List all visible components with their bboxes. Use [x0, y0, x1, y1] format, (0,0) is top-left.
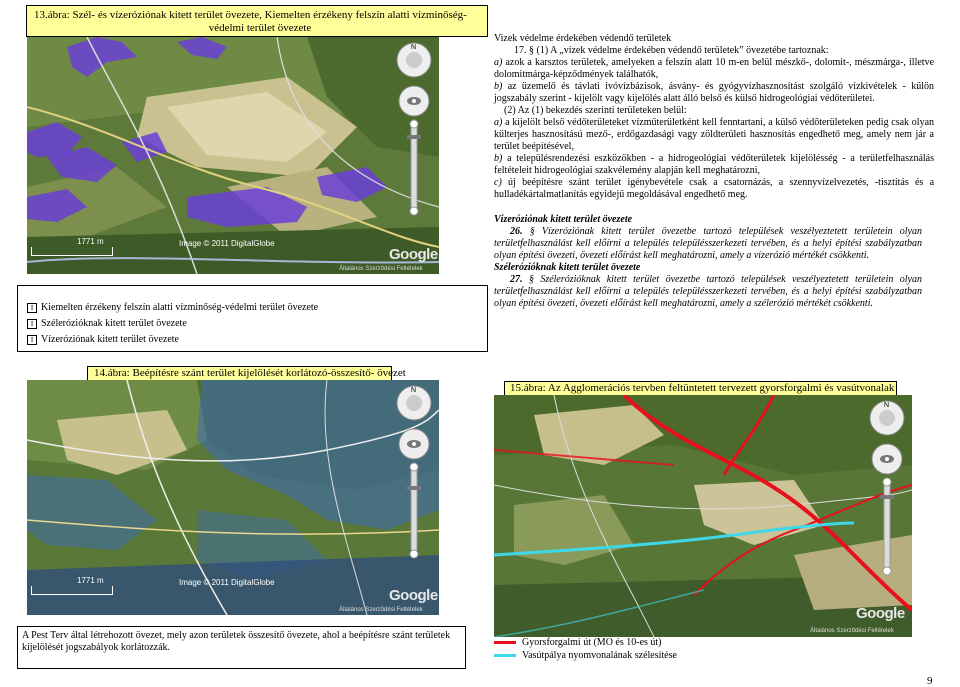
- fig14-description: A Pest Terv által létrehozott övezet, mely azon területek összesítő övezete, ahol a beépítésre szánt területek kijelölését jogszabályok korlátozzák.: [22, 630, 451, 653]
- compass-icon[interactable]: [866, 397, 908, 579]
- erosion-text-block: [494, 214, 922, 310]
- legend-item-wind-erosion: I Szélerózióknak kitett terület övezete: [27, 318, 187, 330]
- right-text-block: [494, 33, 934, 201]
- svg-text:N: N: [411, 387, 417, 394]
- svg-text:N: N: [884, 402, 890, 409]
- fig15-terms-link[interactable]: Általános Szerződési Feltételek: [810, 628, 894, 634]
- fig14-google-logo: Google: [389, 587, 438, 604]
- fig14-map-controls[interactable]: [393, 382, 435, 562]
- legend-swatch: I: [27, 335, 37, 345]
- paragraph-2: (2) Az (1) bekezdés szerinti területeken belül:: [504, 105, 687, 116]
- compass-icon[interactable]: [393, 382, 435, 562]
- paragraph-17: 17. § (1) A „vizek védelme érdekében védendő területek” övezetébe tartoznak:: [514, 45, 829, 56]
- item-2c: c) új beépítésre szánt terület igénybevétele csak a csatornázás, a szennyvízelvezetés, -tisztítás és a hulladékártalmatlanítás egyidejű megoldásával engedhető meg.: [494, 177, 935, 200]
- fig15-map-controls[interactable]: [866, 397, 908, 579]
- fig13-caption-line2: védelmi terület övezete: [208, 22, 312, 34]
- fig15-map[interactable]: [494, 395, 912, 637]
- compass-icon[interactable]: [393, 39, 435, 219]
- section-27: 27. § Szélerózióknak kitett terület övezetbe tartozó települések veszélyeztetett területein olyan területfelhasználást kell előírni a település településszerkezeti tervében, és a helyi építési szabályzatban olyan építési övezeti, övezeti előírást kell meghatározni, amely a szélerózió mértékét csökkenti.: [494, 274, 922, 309]
- heading-water-erosion: Vízeróziónak kitett terület övezete: [494, 214, 633, 225]
- legend-swatch: I: [27, 303, 37, 313]
- fig13-imagery-credit: Image © 2011 DigitalGlobe: [179, 239, 275, 248]
- fig15-legend-expressway: Gyorsforgalmi út (MO és 10-es út): [494, 637, 662, 648]
- fig14-caption: 14.ábra: Beépítésre szánt terület kijelölését korlátozó-összesítő- övezet: [94, 367, 406, 379]
- fig14-terms-link[interactable]: Általános Szerződési Feltételek: [339, 607, 423, 613]
- legend-item-water-quality: I Kiemelten érzékeny felszín alatti vízminőség-védelmi terület övezete: [27, 302, 318, 314]
- fig13-caption-line1: 13.ábra: Szél- és vízeróziónak kitett terület övezete, Kiemelten érzékeny felszín alatti vízminőség-: [34, 9, 467, 21]
- fig14-map[interactable]: N 1771 m Image © 2011 DigitalGlobe Google Általános Szerződési Feltételek: [27, 380, 439, 615]
- fig13-google-logo: Google: [389, 246, 438, 263]
- fig14-imagery-credit: Image © 2011 DigitalGlobe: [179, 578, 275, 587]
- svg-text:N: N: [411, 44, 417, 51]
- fig15-map-imagery: [494, 395, 912, 637]
- heading-wind-erosion: Szélerózióknak kitett terület övezete: [494, 262, 641, 273]
- item-2b: b) a településrendezési eszközökben - a hidrogeológiai védőterületek kijelölésség - a területfelhasználás feltételeit hidrogeológiai szakvélemény alapján kell meghatározni,: [494, 153, 934, 176]
- item-a: a) azok a karsztos területek, amelyeken a felszín alatt 10 m-en belül mészkő-, dolomit-, mészmárga-, illetve dolomitmárga-képződmények találhatók,: [494, 57, 935, 80]
- legend-item-water-erosion: I Vízeróziónak kitett terület övezete: [27, 334, 179, 346]
- fig15-legend-railway: Vasútpálya nyomvonalának szélesítése: [494, 650, 677, 661]
- page-number: 9: [927, 675, 933, 687]
- legend-swatch: I: [27, 319, 37, 329]
- section-26: 26. § Vízeróziónak kitett terület övezetbe tartozó települések veszélyeztetett területein olyan területfelhasználást kell előírni a település településszerkezeti tervében, és a helyi építési szabályzatban olyan építési övezeti, övezeti előírást kell meghatározni, amely a vízerózió mértékét csökkenti.: [494, 226, 922, 261]
- fig13-terms-link[interactable]: Általános Szerződési Feltételek: [339, 266, 423, 272]
- item-2a: a) a kijelölt belső védőterületeket vízműterületként kell fenntartani, a külső védőterületeken pedig csak olyan külterjes hasznosítású mező-, erdőgazdasági vagy zöldterületi hasznosítás engedhető meg, amely nem jár a terület beépítésével,: [494, 117, 935, 152]
- fig13-map-controls[interactable]: [393, 39, 435, 219]
- section-heading: Vizek védelme érdekében védendő területek: [494, 33, 672, 44]
- fig15-caption: 15.ábra: Az Agglomerációs tervben feltüntetett tervezett gyorsforgalmi és vasútvonalak: [510, 382, 895, 394]
- fig15-google-logo: Google: [856, 605, 905, 622]
- legend-line-swatch: [494, 641, 516, 644]
- item-b: b) az üzemelő és távlati ivóvízbázisok, ásvány- és gyógyvízhasznosítást szolgáló vízkivételek - külön jogszabály szerint - kijelölt vagy kijelölés alatt álló belső és külső hidrogeológiai védőterületei.: [494, 81, 934, 104]
- legend-line-swatch: [494, 654, 516, 657]
- fig13-map[interactable]: N 1771 m Image © 2011 DigitalGlobe Google Általános Szerződési Feltételek: [27, 37, 439, 274]
